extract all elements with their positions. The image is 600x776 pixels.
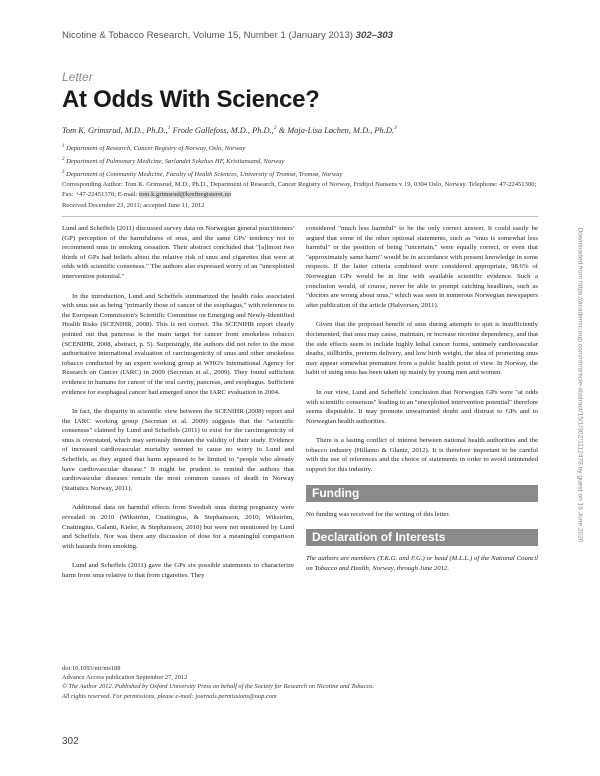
left-column — [62, 224, 294, 591]
copyright-notice: © The Author 2012. Published by Oxford University Press on behalf of the Society for Research on Nicotine and Tobacco. — [62, 683, 375, 691]
affiliation — [62, 154, 342, 167]
body-paragraph: Given that the proposed benefit of snus during attempts to quit is insufficiently documented, that snus may cause, maintain, or increase nicotine dependency, and that the side effects seem to include highly lethal cancer forms, untimely cardiovascular deaths, stillbirths, preterm delivery, and low birth weight, the idea of promoting snus may appear somewhat premature from a public health point of view. In Norway, the habit of using snus has been taken up mainly by young men and women. — [306, 321, 538, 377]
body-paragraph: In our view, Lund and Scheffels' conclusion that Norwegian GPs were "at odds with scientific consensus" leading to an "unexploited intervention potential" therefore seems disputable. It may promote unwarranted doubt and distrust to GPs and to Norwegian health authorities. — [306, 388, 538, 425]
correspondence-email-link[interactable]: tom.k.grimsrud@kreftregisteret.no — [139, 191, 232, 198]
body-paragraph: In the introduction, Lund and Scheffels summarized the health risks associated with snus use as being "primarily those of cancer of the esophagus," with reference to the European Commission's Scientific Committee on Emerging and Newly-Identified Health Risks (SCENIHR, 2008). This is not correct. The SCENIHR report clearly pointed out that pancreas is the main target for cancer from smokeless tobacco (SCENIHR, 2008, abstract, p. 5). Surprisingly, the authors did not refer to the most authoritative international evaluation of carcinogenicity of snus and other smokeless tobacco conducted by an expert working group at WHO's International Agency for Research on Cancer (IARC) in 2009 (Secretan et al., 2009). They found sufficient evidence in humans for cancer of the oral cavity, pancreas, and esophagus. Sufficient evidence for esophageal cancer had emerged since the IARC evaluation in 2004. — [62, 292, 294, 396]
author-name: Frode Gallefoss, M.D., Ph.D., — [172, 125, 274, 135]
affiliation — [62, 167, 342, 180]
journal-header — [62, 30, 542, 41]
affiliation-marker: 3 — [62, 170, 65, 176]
affiliation-marker: 1 — [62, 144, 65, 149]
body-paragraph: There is a lasting conflict of interest between national health authorities and the tobacco industry (Hillamo & Glantz, 2012). It is therefore important to be careful with the use of references and the choice of statements in order to avoid unintended support for this industry. — [306, 437, 538, 474]
page-number: 302 — [62, 736, 79, 747]
page-range: 302–303 — [355, 30, 394, 41]
funding-heading: Funding — [306, 485, 538, 502]
body-paragraph: Lund and Scheffels (2011) discussed survey data on Norwegian general practitioners' (GP) perception of the harmfulness of snus, and the same GPs' tendency not to recommend snus in smoking cessation. Their abstract concluded that "[a]lmost two thirds of GPs had beliefs about the relative risk of snus and cigarettes that were at odds with scientific consensus." The authors also expressed worry of an "unexploited intervention potential." — [62, 225, 294, 280]
affiliation-text: Department of Research, Cancer Registry of Norway, Oslo, Norway — [66, 145, 246, 153]
funding-text: No funding was received for the writing of this letter. — [306, 510, 450, 518]
download-watermark: Downloaded from https://academic.oup.com/ntr/article-abstract/15/1/302/1112478 by guest on 16 June 2020 — [576, 227, 584, 543]
body-paragraph: In fact, the disparity in scientific view between the SCENIHR (2008) report and the IARC working group (Secretan et al. 2009) suggests that the "scientific consensus" claimed by Lund and Scheffels (2011) to exist for the carcinogenicity of snus is overstated, which may seriously threaten the validity of their study. Evidence of increased cardiovascular mortality seemed to cause no worry to Lund and Scheffels, as they argued that harm appeared to be limited to "people who already have cardiovascular disease." It might be prudent to remind the authors that cardiovascular diseases remain the most common causes of death in Norway (Statistics Norway, 2011). — [62, 408, 294, 492]
body-paragraph: Lund and Scheffels (2011) gave the GPs six possible statements to characterize harm from snus relative to that from cigarettes. They — [62, 562, 294, 579]
correspondence-text: Tom K. Grimsrud, M.D., Ph.D., Department of Research, Cancer Registry of Norway, Fridtjof Nansens v 19, 0304 Oslo, Norway. Telephone: 47-22451300; Fax: +47-22451370; E-mail: — [62, 181, 537, 198]
body-paragraph: Additional data on harmful effects from Swedish snus during pregnancy were revealed in 2010 (Wikström, Cnattingius, & Stephansson, 2010; Wikström, Cnattingius, Galanti, Kieler, & Stephansson, 2010) but were not mentioned by Lund and Scheffels. Nor was there any discussion of dose for a meaningful comparison with hazards from smoking. — [62, 504, 294, 550]
author-separator: & — [276, 125, 288, 135]
author-name: Tom K. Grimsrud, M.D., Ph.D., — [62, 125, 168, 135]
correspondence — [62, 180, 538, 200]
affiliation — [62, 141, 342, 154]
correspondence-label: Corresponding Author: — [62, 181, 123, 188]
journal-citation: Nicotine & Tobacco Research, Volume 15, Number 1 (January 2013) — [62, 30, 353, 41]
author-affil-marker: 1 — [167, 125, 171, 131]
rights-notice: All rights reserved. For permissions, please e-mail: journals.permissions@oup.com — [62, 692, 277, 700]
header-divider — [62, 216, 538, 217]
affiliation-text: Department of Pulmonary Medicine, Sørlandet Sykehus HF, Kristiansand, Norway — [66, 158, 285, 166]
right-column — [306, 224, 538, 583]
article-footer — [62, 664, 374, 701]
author-list — [62, 125, 397, 135]
doi: doi:10.1093/ntr/nts188 — [62, 665, 121, 672]
author-name: Maja-Lisa Løchen, M.D., Ph.D. — [287, 125, 394, 135]
affiliations — [62, 141, 342, 181]
author-affil-marker: 2 — [273, 125, 277, 131]
author-affil-marker: 3 — [393, 125, 397, 131]
advance-access-date: Advance Access publication September 27, 2012 — [62, 674, 188, 682]
body-paragraph: considered "much less harmful" to be the only correct answer. It could easily be argued that some of the other optional statements, such as "snus is somewhat less harmful" or the position of being "uncertain," were equally correct, or even that "approximately same harm" would be in accordance with present knowledge in some respects. If the latter criteria combined were considered appropriate, 98.6% of Norwegian GPs would be in line with available scientific evidence. Such a conclusion would, of course, never be able to prompt catching headlines, such as "doctors are wrong about snus," which was seen in numerous Norwegian newspapers after publication of the article (Halvorsen, 2011). — [306, 225, 538, 309]
article-type: Letter — [62, 70, 93, 84]
affiliation-text: Department of Community Medicine, Faculty of Health Sciences, University of Tromsø, Tromsø, Norway — [66, 171, 343, 179]
article-title: At Odds With Science? — [62, 86, 320, 113]
received-dates: Received December 23, 2011; accepted June 11, 2012 — [62, 202, 205, 209]
affiliation-marker: 2 — [62, 157, 65, 163]
declaration-heading: Declaration of Interests — [306, 529, 538, 546]
declaration-text: The authors are members (T.K.G. and F.G.) or head (M.L.L.) of the National Council on Tobacco and Health, Norway, through June 2012. — [306, 555, 538, 572]
